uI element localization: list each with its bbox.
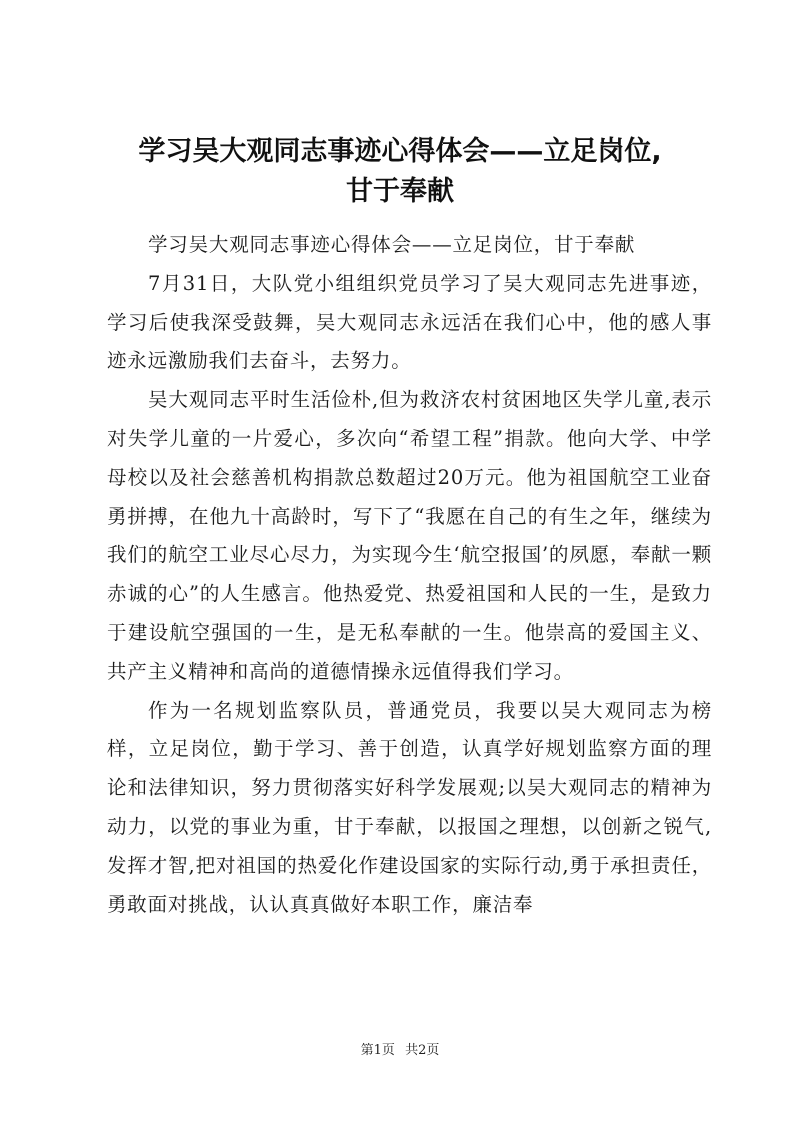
- document-body: [107, 226, 712, 924]
- paragraph-subtitle: 学习吴大观同志事迹心得体会——立足岗位，甘于奉献: [148, 233, 636, 256]
- paragraph-3: 作为一名规划监察队员，普通党员，我要以吴大观同志为榜样，立足岗位，勤于学习、善于创造，认真学好规划监察方面的理论和法律知识，努力贯彻落实好科学发展观;以吴大观同志的精神为动力，以党的事业为重，甘于奉献，以报国之理想，以创新之锐气,发挥才智,把对祖国的热爱化作建设国家的实际行动,勇于承担责任，勇敢面对挑战，认认真真做好本职工作，廉洁奉: [107, 698, 712, 916]
- page-total: 共2页: [405, 1043, 440, 1058]
- page-number: 第1页: [360, 1043, 395, 1058]
- paragraph-1: 7月31日，大队党小组组织党员学习了吴大观同志先进事迹，学习后使我深受鼓舞，吴大观同志永远活在我们心中，他的感人事迹永远激励我们去奋斗，去努力。: [107, 271, 712, 373]
- document-title-line-2: 甘于奉献: [346, 176, 454, 207]
- page-footer: [0, 1042, 800, 1060]
- document-title: [60, 132, 740, 212]
- document-title-line-1: 学习吴大观同志事迹心得体会——立足岗位,: [138, 136, 662, 167]
- paragraph-2: 吴大观同志平时生活俭朴,但为救济农村贫困地区失学儿童,表示对失学儿童的一片爱心，多次向“希望工程”捐款。他向大学、中学母校以及社会慈善机构捐款总数超过20万元。他为祖国航空工业奋勇拼搏，在他九十高龄时，写下了“我愿在自己的有生之年，继续为我们的航空工业尽心尽力，为实现今生‘航空报国’的夙愿，奉献一颗赤诚的心”的人生感言。他热爱党、热爱祖国和人民的一生，是致力于建设航空强国的一生，是无私奉献的一生。他崇高的爱国主义、共产主义精神和高尚的道德情操永远值得我们学习。: [107, 388, 712, 683]
